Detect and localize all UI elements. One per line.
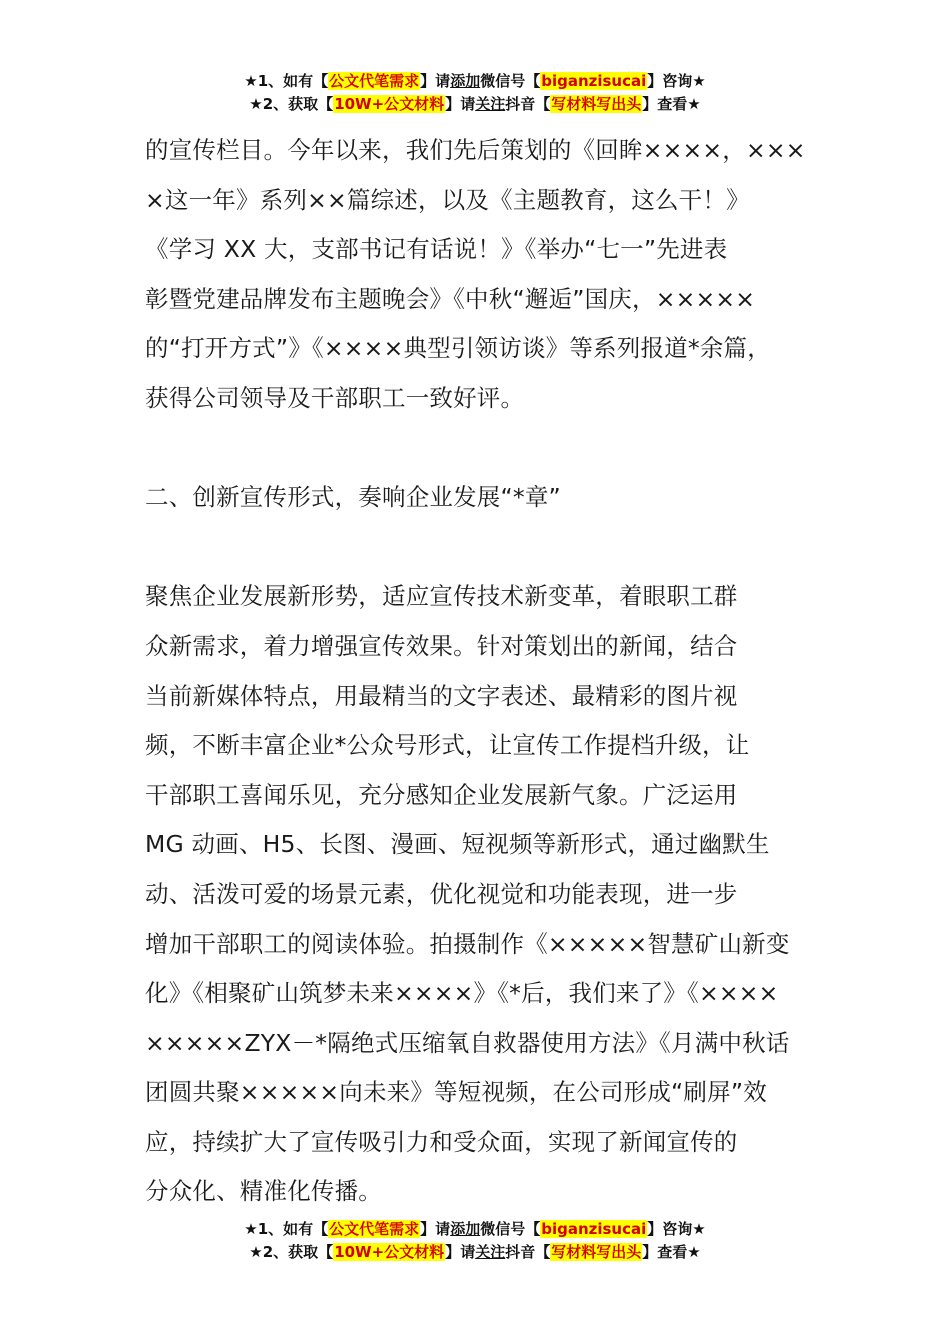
promo-text: 】请 (445, 95, 476, 113)
bottom-promo-banner (0, 1218, 950, 1264)
promo-text: 】请 (420, 1220, 451, 1238)
text-line: 干部职工喜闻乐见，充分感知企业发展新气象。广泛运用 (145, 780, 738, 809)
promo-highlight: 10W+公文材料 (334, 95, 445, 113)
text-line: 《学习 XX 大，支部书记有话说！》《举办“七一”先进表 (145, 235, 728, 264)
promo-text: 抖音【 (505, 1243, 551, 1261)
text-line: 当前新媒体特点，用最精当的文字表述、最精彩的图片视 (145, 681, 738, 710)
promo-text: ★2、获取【 (249, 1243, 334, 1261)
text-line: 的“打开方式”》《××××典型引领访谈》等系列报道*余篇， (145, 334, 771, 363)
text-line: MG 动画、H5、长图、漫画、短视频等新形式，通过幽默生 (145, 830, 770, 859)
text-line: 众新需求，着力增强宣传效果。针对策划出的新闻，结合 (145, 631, 738, 660)
paragraph-1 (145, 126, 815, 424)
promo-highlight: 公文代笔需求 (329, 1220, 420, 1238)
text-line: 的宣传栏目。今年以来，我们先后策划的《回眸××××，××× (145, 136, 806, 164)
promo-line-2 (0, 93, 950, 116)
promo-text: ★1、如有【 (244, 1220, 329, 1238)
text-line: 彰暨党建品牌发布主题晚会》《中秋“邂逅”国庆，××××× (145, 284, 756, 313)
text-line: 获得公司领导及干部职工一致好评。 (145, 383, 525, 412)
promo-highlight: biganzisucai (541, 72, 647, 90)
text-line: 增加干部职工的阅读体验。拍摄制作《×××××智慧矿山新变 (145, 929, 790, 958)
promo-highlight: 写材料写出头 (551, 1243, 642, 1261)
promo-text: 】查看★ (642, 1243, 701, 1261)
promo-text: 】请 (420, 72, 451, 90)
promo-underline: 关注 (475, 95, 506, 113)
text-line: 应，持续扩大了宣传吸引力和受众面，实现了新闻宣传的 (145, 1127, 738, 1156)
promo-highlight: biganzisucai (541, 1220, 647, 1238)
promo-text: 微信号【 (480, 1220, 541, 1238)
text-line: ×××××ZYX－*隔绝式压缩氧自救器使用方法》《月满中秋话 (145, 1028, 790, 1057)
promo-text: 抖音【 (505, 95, 551, 113)
promo-underline: 关注 (475, 1243, 506, 1261)
text-line: 聚焦企业发展新形势，适应宣传技术新变革，着眼职工群 (145, 582, 738, 611)
promo-underline: 添加 (450, 1220, 481, 1238)
text-line: 动、活泼可爱的场景元素，优化视觉和功能表现，进一步 (145, 879, 738, 908)
promo-highlight: 写材料写出头 (551, 95, 642, 113)
paragraph-2 (145, 572, 815, 1217)
promo-text: ★1、如有【 (244, 72, 329, 90)
promo-line-1 (0, 70, 950, 93)
promo-text: 】咨询★ (647, 72, 706, 90)
blank-line (145, 523, 815, 573)
text-line: 分众化、精准化传播。 (145, 1177, 382, 1206)
promo-text: 】请 (445, 1243, 476, 1261)
promo-highlight: 公文代笔需求 (329, 72, 420, 90)
promo-underline: 添加 (450, 72, 481, 90)
promo-text: 】咨询★ (647, 1220, 706, 1238)
text-line: 团圆共聚×××××向未来》等短视频，在公司形成“刷屏”效 (145, 1078, 767, 1107)
text-line: 化》《相聚矿山筑梦未来××××》《*后，我们来了》《×××× (145, 979, 779, 1008)
top-promo-banner (0, 70, 950, 116)
text-line: ×这一年》系列××篇综述，以及《主题教育，这么干！》 (145, 185, 750, 214)
promo-line-2 (0, 1241, 950, 1264)
promo-text: 】查看★ (642, 95, 701, 113)
section-heading: 二、创新宣传形式，奏响企业发展“*章” (145, 483, 561, 512)
promo-text: 微信号【 (480, 72, 541, 90)
blank-line (145, 424, 815, 474)
promo-line-1 (0, 1218, 950, 1241)
promo-highlight: 10W+公文材料 (334, 1243, 445, 1261)
document-body (145, 126, 815, 1217)
promo-text: ★2、获取【 (249, 95, 334, 113)
text-line: 频，不断丰富企业*公众号形式，让宣传工作提档升级，让 (145, 731, 750, 760)
